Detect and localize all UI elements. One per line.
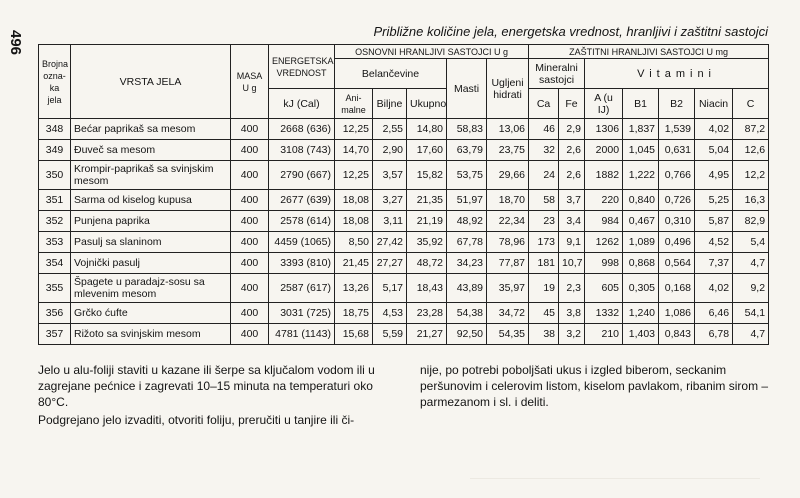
instructions-paragraph-1: Jelo u alu-foliji staviti u kazane ili šerpe sa ključalom vodom ili u zagrejane pećnice i zagrevati 10–15 minuta na temperaturi oko 80°C.: [38, 363, 375, 409]
cell-masti: 53,75: [447, 161, 487, 190]
cell-masa: 400: [231, 303, 269, 324]
page-header-title: Približne količine jela, energetska vrednost, hranljivi i zaštitni sastojci: [373, 24, 768, 39]
cell-uk: 21,27: [407, 324, 447, 345]
table-row: [39, 211, 769, 232]
instructions-left-column: [38, 362, 400, 430]
cell-a: 2000: [585, 140, 623, 161]
cell-name: Pasulj sa slaninom: [71, 232, 231, 253]
cell-nia: 6,78: [695, 324, 733, 345]
cell-kj: 4459 (1065): [269, 232, 335, 253]
cell-a: 998: [585, 253, 623, 274]
cell-kj: 2578 (614): [269, 211, 335, 232]
table-row: [39, 303, 769, 324]
cell-c: 4,7: [733, 324, 769, 345]
header-ukupno: Ukupno: [407, 89, 447, 119]
cell-masti: 58,83: [447, 119, 487, 140]
cell-bilj: 2,90: [373, 140, 407, 161]
cell-b1: 1,837: [623, 119, 659, 140]
instructions-paragraph-3: nije, po potrebi poboljšati ukus i izgled biberom, seckanim peršunovim i celerovim listom, kiselom pavlakom, ribanim sirom – parmezanom i sl. i deliti.: [420, 363, 769, 409]
cell-b2: 0,564: [659, 253, 695, 274]
cell-no: 355: [39, 274, 71, 303]
cell-kj: 3393 (810): [269, 253, 335, 274]
header-fe: Fe: [559, 89, 585, 119]
cell-fe: 2,3: [559, 274, 585, 303]
cell-kj: 2668 (636): [269, 119, 335, 140]
cell-b2: 0,631: [659, 140, 695, 161]
cell-fe: 2,6: [559, 140, 585, 161]
cell-masa: 400: [231, 324, 269, 345]
cell-fe: 9,1: [559, 232, 585, 253]
cell-masa: 400: [231, 161, 269, 190]
header-kj-cal: kJ (Cal): [269, 89, 335, 119]
cell-nia: 5,87: [695, 211, 733, 232]
cell-b1: 0,467: [623, 211, 659, 232]
cell-b1: 0,840: [623, 190, 659, 211]
cell-nia: 6,46: [695, 303, 733, 324]
cell-masti: 63,79: [447, 140, 487, 161]
header-b1: B1: [623, 89, 659, 119]
cell-ca: 19: [529, 274, 559, 303]
cell-c: 4,7: [733, 253, 769, 274]
cell-b1: 1,240: [623, 303, 659, 324]
cell-kj: 3108 (743): [269, 140, 335, 161]
cell-fe: 2,6: [559, 161, 585, 190]
cell-ugl: 23,75: [487, 140, 529, 161]
header-b2: B2: [659, 89, 695, 119]
cell-masti: 54,38: [447, 303, 487, 324]
cell-fe: 3,7: [559, 190, 585, 211]
cell-masti: 43,89: [447, 274, 487, 303]
cell-uk: 23,28: [407, 303, 447, 324]
cell-ani: 13,26: [335, 274, 373, 303]
cell-ani: 15,68: [335, 324, 373, 345]
cell-no: 350: [39, 161, 71, 190]
cell-masti: 92,50: [447, 324, 487, 345]
cell-b1: 1,045: [623, 140, 659, 161]
cell-no: 349: [39, 140, 71, 161]
table-row: [39, 274, 769, 303]
cell-uk: 21,35: [407, 190, 447, 211]
cell-b2: 1,539: [659, 119, 695, 140]
cell-bilj: 3,57: [373, 161, 407, 190]
cell-ugl: 77,87: [487, 253, 529, 274]
cell-nia: 4,02: [695, 274, 733, 303]
cell-bilj: 4,53: [373, 303, 407, 324]
cell-masti: 48,92: [447, 211, 487, 232]
header-mineralni-sastojci: Mineralni sastojci: [529, 59, 585, 89]
cell-a: 1882: [585, 161, 623, 190]
page-number: 496: [7, 30, 24, 56]
cell-uk: 14,80: [407, 119, 447, 140]
cell-ugl: 34,72: [487, 303, 529, 324]
header-brojna-oznaka: Brojna ozna-ka jela: [39, 45, 71, 119]
cell-nia: 5,25: [695, 190, 733, 211]
cell-masti: 67,78: [447, 232, 487, 253]
cell-uk: 17,60: [407, 140, 447, 161]
cell-ca: 46: [529, 119, 559, 140]
cell-b1: 1,089: [623, 232, 659, 253]
cell-name: Špagete u paradajz-sosu sa mlevenim mesom: [71, 274, 231, 303]
cell-fe: 10,7: [559, 253, 585, 274]
cell-masa: 400: [231, 190, 269, 211]
cell-name: Rižoto sa svinjskim mesom: [71, 324, 231, 345]
cell-bilj: 3,27: [373, 190, 407, 211]
cell-masa: 400: [231, 232, 269, 253]
cell-name: Krompir-paprikaš sa svinjskim mesom: [71, 161, 231, 190]
cell-ca: 32: [529, 140, 559, 161]
cell-kj: 2677 (639): [269, 190, 335, 211]
cell-ani: 14,70: [335, 140, 373, 161]
cell-masa: 400: [231, 140, 269, 161]
cell-ugl: 35,97: [487, 274, 529, 303]
header-c: C: [733, 89, 769, 119]
cell-ca: 173: [529, 232, 559, 253]
cell-c: 54,1: [733, 303, 769, 324]
cell-c: 87,2: [733, 119, 769, 140]
cell-a: 605: [585, 274, 623, 303]
header-ca: Ca: [529, 89, 559, 119]
header-ugljeni-hidrati: Ugljeni hidrati: [487, 59, 529, 119]
header-biljne: Biljne: [373, 89, 407, 119]
cell-ani: 18,08: [335, 190, 373, 211]
cell-no: 348: [39, 119, 71, 140]
cell-kj: 3031 (725): [269, 303, 335, 324]
cell-b2: 0,168: [659, 274, 695, 303]
cell-uk: 21,19: [407, 211, 447, 232]
cell-ugl: 18,70: [487, 190, 529, 211]
cell-ca: 24: [529, 161, 559, 190]
cell-ani: 8,50: [335, 232, 373, 253]
cell-c: 12,2: [733, 161, 769, 190]
table-row: [39, 140, 769, 161]
cell-ca: 45: [529, 303, 559, 324]
header-vitamin-a: A (u IJ): [585, 89, 623, 119]
header-vrsta-jela: VRSTA JELA: [71, 45, 231, 119]
cell-fe: 3,4: [559, 211, 585, 232]
table-row: [39, 232, 769, 253]
cell-no: 352: [39, 211, 71, 232]
cell-no: 351: [39, 190, 71, 211]
cell-b1: 0,305: [623, 274, 659, 303]
header-animalne: Ani-malne: [335, 89, 373, 119]
cell-ani: 21,45: [335, 253, 373, 274]
cell-b2: 0,843: [659, 324, 695, 345]
cell-a: 1306: [585, 119, 623, 140]
cell-ani: 12,25: [335, 119, 373, 140]
cell-c: 5,4: [733, 232, 769, 253]
cell-name: Vojnički pasulj: [71, 253, 231, 274]
cell-masti: 34,23: [447, 253, 487, 274]
cell-uk: 48,72: [407, 253, 447, 274]
cell-ca: 58: [529, 190, 559, 211]
cell-bilj: 5,17: [373, 274, 407, 303]
cell-ugl: 78,96: [487, 232, 529, 253]
cell-bilj: 27,42: [373, 232, 407, 253]
cell-a: 210: [585, 324, 623, 345]
cell-ani: 18,08: [335, 211, 373, 232]
instructions-right-column: [420, 362, 770, 412]
cell-ani: 12,25: [335, 161, 373, 190]
cell-kj: 2790 (667): [269, 161, 335, 190]
cell-nia: 5,04: [695, 140, 733, 161]
cell-bilj: 5,59: [373, 324, 407, 345]
cell-name: Đuveč sa mesom: [71, 140, 231, 161]
bleed-through-shadow: [470, 478, 760, 493]
cell-masa: 400: [231, 119, 269, 140]
cell-name: Grčko ćufte: [71, 303, 231, 324]
cell-kj: 4781 (1143): [269, 324, 335, 345]
cell-no: 356: [39, 303, 71, 324]
header-vitamini: Vitamini: [585, 59, 769, 89]
table-row: [39, 161, 769, 190]
cell-name: Bećar paprikaš sa mesom: [71, 119, 231, 140]
cell-bilj: 27,27: [373, 253, 407, 274]
cell-ugl: 29,66: [487, 161, 529, 190]
cell-masa: 400: [231, 274, 269, 303]
header-belancevine: Belančevine: [335, 59, 447, 89]
cell-uk: 15,82: [407, 161, 447, 190]
cell-nia: 7,37: [695, 253, 733, 274]
table-row: [39, 190, 769, 211]
cell-b2: 0,766: [659, 161, 695, 190]
cell-nia: 4,52: [695, 232, 733, 253]
header-masa: MASA U g: [231, 45, 269, 119]
cell-ca: 23: [529, 211, 559, 232]
nutrition-table: [38, 44, 769, 345]
cell-uk: 35,92: [407, 232, 447, 253]
cell-c: 9,2: [733, 274, 769, 303]
cell-ugl: 22,34: [487, 211, 529, 232]
cell-nia: 4,95: [695, 161, 733, 190]
cell-uk: 18,43: [407, 274, 447, 303]
cell-ugl: 13,06: [487, 119, 529, 140]
cell-a: 1332: [585, 303, 623, 324]
cell-b2: 0,496: [659, 232, 695, 253]
table-row: [39, 324, 769, 345]
cell-masa: 400: [231, 253, 269, 274]
instructions-paragraph-2: Podgrejano jelo izvaditi, otvoriti foliju, preručiti u tanjire ili či-: [38, 413, 355, 427]
header-osnovni-sastojci: OSNOVNI HRANLJIVI SASTOJCI U g: [335, 45, 529, 59]
cell-c: 12,6: [733, 140, 769, 161]
cell-masa: 400: [231, 211, 269, 232]
cell-a: 1262: [585, 232, 623, 253]
header-niacin: Niacin: [695, 89, 733, 119]
cell-ani: 18,75: [335, 303, 373, 324]
cell-fe: 2,9: [559, 119, 585, 140]
cell-b2: 0,310: [659, 211, 695, 232]
table-row: [39, 119, 769, 140]
cell-ca: 181: [529, 253, 559, 274]
cell-no: 353: [39, 232, 71, 253]
cell-a: 220: [585, 190, 623, 211]
cell-no: 354: [39, 253, 71, 274]
cell-fe: 3,8: [559, 303, 585, 324]
cell-fe: 3,2: [559, 324, 585, 345]
header-zastitni-sastojci: ZAŠTITNI HRANLJIVI SASTOJCI U mg: [529, 45, 769, 59]
cell-name: Sarma od kiselog kupusa: [71, 190, 231, 211]
cell-b1: 1,222: [623, 161, 659, 190]
cell-c: 16,3: [733, 190, 769, 211]
cell-ca: 38: [529, 324, 559, 345]
cell-ugl: 54,35: [487, 324, 529, 345]
cell-nia: 4,02: [695, 119, 733, 140]
cell-no: 357: [39, 324, 71, 345]
cell-kj: 2587 (617): [269, 274, 335, 303]
header-masti: Masti: [447, 59, 487, 119]
table-row: [39, 253, 769, 274]
header-energetska-vrednost: ENERGETSKA VREDNOST: [269, 45, 335, 89]
cell-b1: 1,403: [623, 324, 659, 345]
cell-b2: 1,086: [659, 303, 695, 324]
cell-masti: 51,97: [447, 190, 487, 211]
cell-bilj: 3,11: [373, 211, 407, 232]
cell-a: 984: [585, 211, 623, 232]
cell-b2: 0,726: [659, 190, 695, 211]
cell-b1: 0,868: [623, 253, 659, 274]
cell-name: Punjena paprika: [71, 211, 231, 232]
cell-c: 82,9: [733, 211, 769, 232]
cell-bilj: 2,55: [373, 119, 407, 140]
